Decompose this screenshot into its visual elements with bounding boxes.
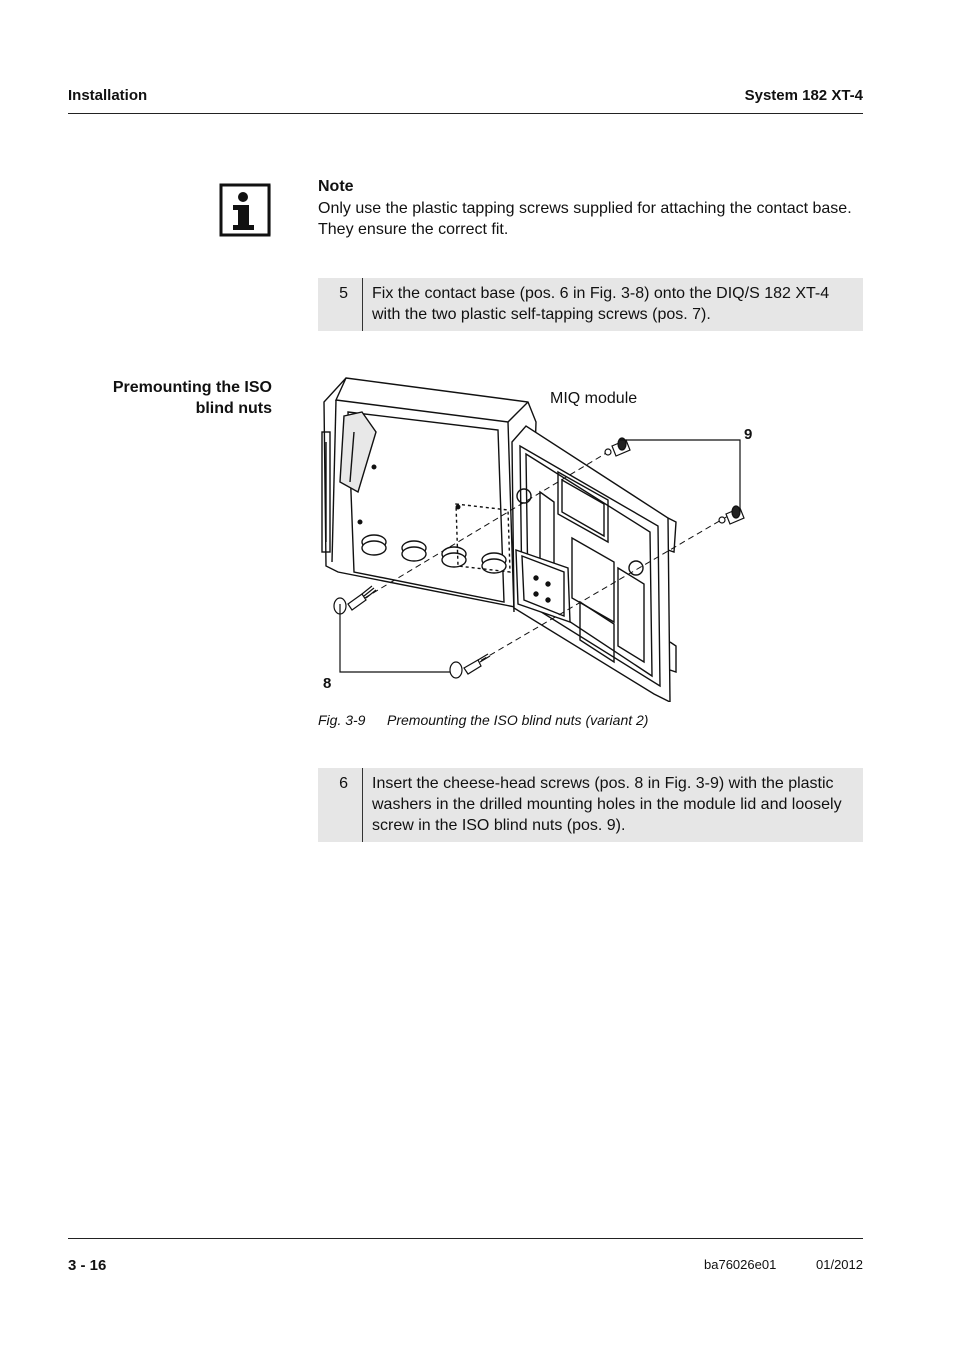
figure-caption: Premounting the ISO blind nuts (variant 2)	[387, 712, 649, 728]
step-5	[318, 278, 863, 331]
doc-date: 01/2012	[816, 1257, 863, 1272]
figure-number: Fig. 3-9	[318, 712, 366, 728]
figure-illustration	[318, 372, 758, 702]
label-pos-8: 8	[323, 675, 332, 692]
header-section: Installation	[68, 87, 148, 104]
footer-rule	[68, 1238, 863, 1239]
note-text: Only use the plastic tapping screws supplied for attaching the contact base. They ensure the correct fit.	[318, 200, 852, 238]
header-product: System 182 XT-4	[744, 87, 863, 104]
step-6	[318, 768, 863, 842]
label-pos-9: 9	[744, 426, 753, 443]
step-number: 6	[318, 768, 363, 842]
step-number: 5	[318, 278, 363, 331]
note-title: Note	[318, 178, 354, 195]
side-heading: Premounting the ISO blind nuts	[112, 379, 272, 417]
page-number: 3 - 16	[68, 1257, 107, 1274]
doc-id: ba76026e01	[704, 1257, 777, 1272]
header-rule	[68, 113, 863, 114]
step-text: Insert the cheese-head screws (pos. 8 in Fig. 3-9) with the plastic washers in the drilled mounting holes in the module lid and loosely screw in the ISO blind nuts (pos. 9).	[372, 775, 842, 834]
step-text: Fix the contact base (pos. 6 in Fig. 3-8) onto the DIQ/S 182 XT-4 with the two plastic self-tapping screws (pos. 7).	[372, 285, 830, 323]
label-miq-module: MIQ module	[550, 390, 638, 407]
info-icon	[219, 183, 273, 237]
